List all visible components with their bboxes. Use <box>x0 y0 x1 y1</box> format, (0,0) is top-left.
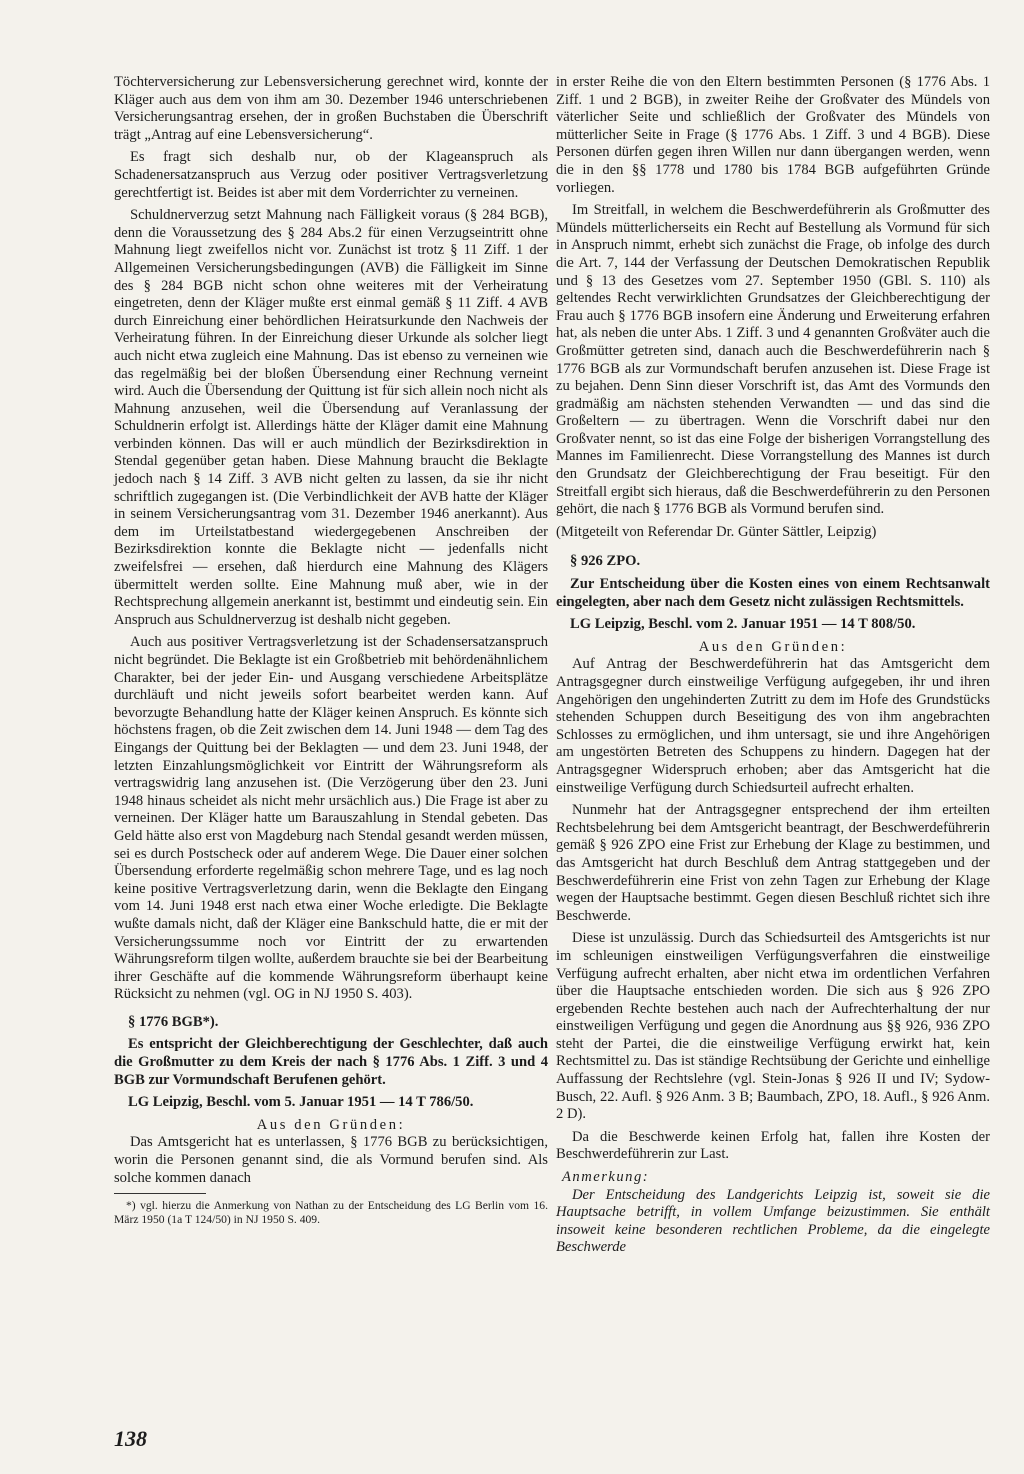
section-heading: § 926 ZPO. <box>570 553 641 570</box>
paragraph: Auch aus positiver Vertragsverletzung ist der Schadensersatzanspruch nicht begründet. Die Beklagte ist ein Großbetrieb mit behördenähnlichem Charakter, bei der jeder Ein- und Ausgang verschiedene Arbeitsplätze durchläuft und nicht jeweils sofort bearbeitet werden kann. Auf bevorzugte Behandlung hatte der Kläger keinen Anspruch. Es könnte sich höchstens fragen, ob die Zeit zwischen dem 14. Juni 1948 — dem Tag des Eingangs der Quittung bei der Beklagten — und dem 23. Juni 1948, der letzten Einzahlungsmöglichkeit vor Eintritt der Währungsreform als vertragswidrig lang anzusehen ist. (Die Verzögerung über den 23. Juni 1948 hinaus scheidet als nicht mehr ursächlich aus.) Die Frage ist aber zu verneinen. Der Kläger hatte um Barauszahlung in Stendal gebeten. Das Geld hätte also erst von Magdeburg nach Stendal gesandt werden müssen, sei es durch Postscheck oder auf anderem Wege. Die Dauer einer solchen Übersendung erforderte regelmäßig schon mehrere Tage, und es lag noch keine positive Vertragsverletzung darin, wenn die Beklagte den Eingang vom 14. Juni 1948 erst nach etwa einer Woche erledigte. Die Beklagte wußte damals nicht, daß der Kläger eine Bankschuld hatte, die er mit der Versicherungssumme noch vor Eintritt der zu erwartenden Währungsreform tilgen wollte, außerdem brauchte sie bei der Bearbeitung ihrer Geschäfte auf die kommende Währungsreform überhaupt keine Rücksicht zu nehmen (vgl. OG in NJ 1950 S. 403). <box>114 634 549 1003</box>
paragraph: Da die Beschwerde keinen Erfolg hat, fallen ihre Kosten der Beschwerdeführerin zur Last. <box>556 1128 990 1163</box>
section-heading: § 1776 BGB*). <box>128 1013 219 1030</box>
page-number: 138 <box>114 1426 147 1451</box>
headnote: Zur Entscheidung über die Kosten eines von einem Rechtsanwalt eingelegten, aber nach dem Gesetz nicht zulässigen Rechtsmittels. <box>556 576 990 610</box>
left-column <box>114 74 548 1226</box>
paragraph: Nunmehr hat der Antragsgegner entsprechend der ihm erteilten Rechtsbelehrung bei dem Amtsgericht beantragt, der Beschwerdeführerin gemäß § 926 ZPO eine Frist zur Erhebung der Klage zu bestimmen, und das Amtsgericht hat durch Beschluß dem Antrag stattgegeben und der Beschwerdeführerin eine Frist von zehn Tagen zur Erhebung der Klage wegen der Hauptsache bestimmt. Gegen diesen Beschluß richtet sich ihre Beschwerde. <box>556 802 990 924</box>
grounds-heading: Aus den Gründen: <box>698 638 848 655</box>
right-column <box>556 74 990 1257</box>
headnote: Es entspricht der Gleichberechtigung der Geschlechter, daß auch die Großmutter zu dem Kreis der nach § 1776 Abs. 1 Ziff. 3 und 4 BGB zur Vormundschaft Berufenen gehört. <box>114 1036 548 1088</box>
paragraph: Der Entscheidung des Landgerichts Leipzig ist, soweit sie die Hauptsache betrifft, in vollem Umfange beizustimmen. Sie enthält insoweit keine besonderen rechtlichen Probleme, da die eingelegte Beschwerde <box>556 1186 990 1256</box>
paragraph: Töchterversicherung zur Lebensversicherung gerechnet wird, konnte der Kläger auch aus dem von ihm am 30. Dezember 1946 unterschriebenen Versicherungsantrag ersehen, der in großen Buchstaben die Überschrift trägt „Antrag auf eine Lebensversicherung“. <box>114 74 548 143</box>
paragraph: Diese ist unzulässig. Durch das Schiedsurteil des Amtsgerichts ist nur im schleunigen einstweiligen Verfügungsverfahren die einstweilige Verfügung aufrecht erhalten, aber nicht etwa im ordentlichen Verfahren über die Hauptsache entschieden worden. Die sich aus § 926 ZPO ergebenden Rechte bestehen auch nach der Aufrechterhaltung der nur einstweiligen Verfügung und gegen die Anordnung aus §§ 926, 936 ZPO steht der Partei, die die einstweilige Verfügung erwirkt hat, kein Rechtsmittel zu. Das ist ständige Rechtsübung der Gerichte und einhellige Auffassung der Rechtslehre (vgl. Stein-Jonas § 926 II und IV; Sydow-Busch, 22. Aufl. § 926 Anm. 3 B; Baumbach, ZPO, 18. Aufl., § 926 Anm. 2 D). <box>556 930 990 1123</box>
grounds-heading: Aus den Gründen: <box>256 1116 406 1133</box>
paragraph: Das Amtsgericht hat es unterlassen, § 1776 BGB zu berücksichtigen, worin die Personen genannt sind, die als Vormund berufen sind. Als solche kommen danach <box>114 1134 548 1186</box>
paragraph: Auf Antrag der Beschwerdeführerin hat das Amtsgericht dem Antragsgegner durch einstweilige Verfügung aufgegeben, ihr und ihren Angehörigen den ungehinderten Zutritt zu dem im Hofe des Grundstücks stehenden Schuppen durch Beseitigung des von ihm angebrachten Schlosses zu ermöglichen, und ihm untersagt, sie und ihre Angehörigen am ungestörten Betreten des Schuppens zu hindern. Dagegen hat der Antragsgegner Widerspruch erhoben; aber das Amtsgericht hat die einstweilige Verfügung durch Schiedsurteil aufrecht erhalten. <box>556 656 990 796</box>
court-citation: LG Leipzig, Beschl. vom 2. Januar 1951 — 14 T 808/50. <box>570 616 916 633</box>
court-citation: LG Leipzig, Beschl. vom 5. Januar 1951 — 14 T 786/50. <box>128 1094 474 1111</box>
paragraph: Es fragt sich deshalb nur, ob der Klageanspruch als Schadenersatzanspruch aus Verzug oder positiver Vertragsverletzung gerechtfertigt ist. Beides ist aber mit dem Vorderrichter zu verneinen. <box>114 149 548 201</box>
footnote: *) vgl. hierzu die Anmerkung von Nathan zu der Entscheidung des LG Berlin vom 16. März 1950 (1a T 124/50) in NJ 1950 S. 409. <box>114 1199 548 1226</box>
paragraph: Schuldnerverzug setzt Mahnung nach Fälligkeit voraus (§ 284 BGB), denn die Voraussetzung des § 284 Abs.2 für einen Verzugseintritt ohne Mahnung liegt zweifellos nicht vor. Zunächst ist trotz § 11 Ziff. 1 der Allgemeinen Versicherungsbedingungen (AVB) die Fälligkeit im Sinne des § 284 BGB nicht schon ohne weiteres mit der Verheiratung eingetreten, denn der Kläger mußte erst einmal gemäß § 11 Ziff. 4 AVB durch Einreichung einer behördlichen Heiratsurkunde den Nachweis der Verheiratung führen. In der Einreichung dieser Urkunde als solcher liegt auch nicht etwa zugleich eine Mahnung. Das ist ebenso zu verneinen wie das regelmäßig bei der bloßen Übersendung einer Rechnung verneint wird. Auch die Übersendung der Quittung ist für sich allein noch nicht als Mahnung anzusehen, weil die Übersendung auf Veranlassung der Schuldnerin erfolgt ist. Allerdings hätte der Kläger damit eine Mahnung verbinden können. Das will er auch mündlich der Bezirksdirektion in Stendal gegenüber getan haben. Diese Mahnung braucht die Beklagte jedoch nach § 14 Ziff. 3 AVB nicht gelten zu lassen, da sie ihr nicht schriftlich zugegangen ist. (Die Verbindlichkeit der AVB hatte der Kläger in seinem Versicherungsantrag vom 31. Dezember 1946 anerkannt). Aus dem im Urteilstatbestand wiedergegebenen Anschreiben der Bezirksdirektion konnte die Beklagte nicht — jedenfalls nicht zweifelsfrei — ersehen, daß hierdurch eine Mahnung des Klägers übermittelt werden sollte. Eine Mahnung muß aber, wie in der Rechtsprechung allgemein anerkannt ist, bestimmt und eindeutig sein. Ein Anspruch aus Schuldnerverzug ist deshalb nicht gegeben. <box>114 207 548 628</box>
footnote-divider <box>114 1193 206 1194</box>
paragraph: Im Streitfall, in welchem die Beschwerdeführerin als Großmutter des Mündels mütterlicherseits ein Recht auf Bestellung als Vormund für sich in Anspruch nimmt, erhebt sich zunächst die Frage, ob infolge des durch die Art. 7, 144 der Verfassung der Deutschen Demokratischen Republik und § 13 des Gesetzes vom 27. September 1950 (GBl. S. 110) als geltendes Recht verwirklichten Grundsatzes der Gleichberechtigung der Frau auch § 1776 BGB insofern eine Änderung und Erweiterung erfahren hat, als neben die unter Abs. 1 Ziff. 3 und 4 genannten Großväter auch die Großmütter getreten sind, danach auch die Beschwerdeführerin nach § 1776 BGB als zur Vormundschaft berufen anzusehen ist. Diese Frage ist zu bejahen. Denn Sinn dieser Vorschrift ist, das Amt des Vormunds den gradmäßig am nächsten stehenden Verwandten — und das sind die Großeltern — zu übertragen. Wenn die Vorschrift dabei nur den Großvater nennt, so ist das eine Folge der bisherigen Vorrangstellung des Mannes im Familienrecht. Diese Vorrangstellung des Mannes ist durch den Grundsatz der Gleichberechtigung der Frau beseitigt. Für den Streitfall ergibt sich hieraus, daß die Beschwerdeführerin zu den Personen gehört, die nach § 1776 BGB als Vormund berufen sind. <box>556 202 990 518</box>
note-heading: Anmerkung: <box>562 1169 650 1186</box>
paragraph: in erster Reihe die von den Eltern bestimmten Personen (§ 1776 Abs. 1 Ziff. 1 und 2 BGB), in zweiter Reihe der Großvater des Mündels von väterlicher Seite und schließlich der Großvater des Mündels von mütterlicher Seite in Frage (§ 1776 Abs. 1 Ziff. 3 und 4 BGB). Diese Personen dürfen gegen ihren Willen nur dann übergangen werden, wenn die in den §§ 1778 und 1780 bis 1784 BGB aufgeführten Gründe vorliegen. <box>556 74 990 196</box>
attribution: (Mitgeteilt von Referendar Dr. Günter Sättler, Leipzig) <box>556 523 877 540</box>
